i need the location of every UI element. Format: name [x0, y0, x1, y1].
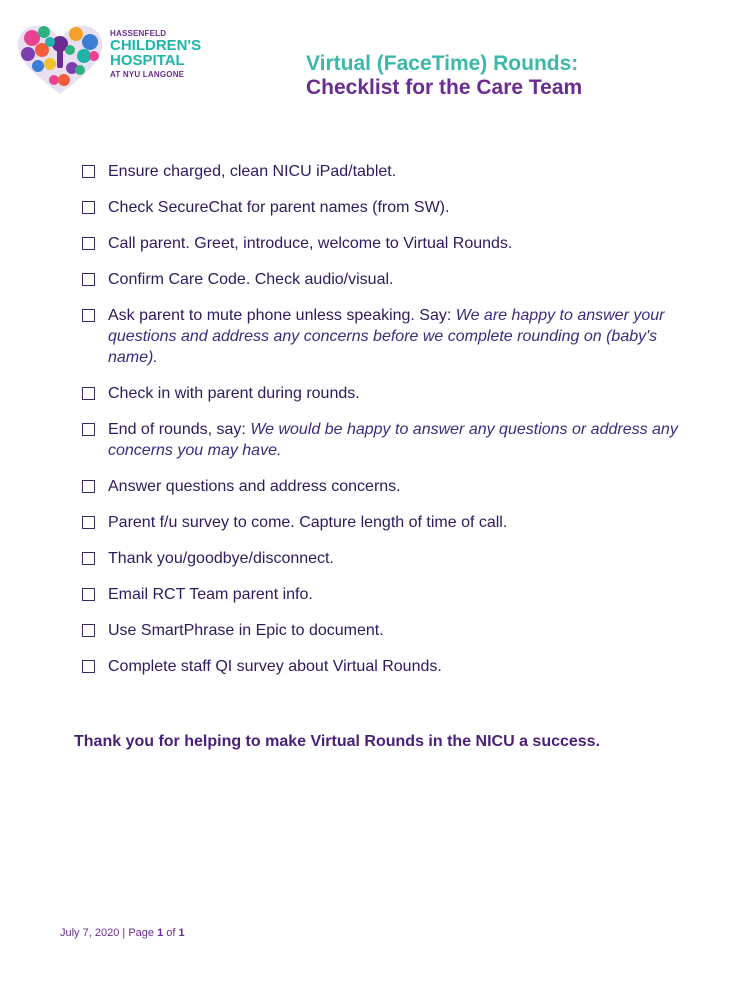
- checklist-item: [82, 383, 692, 404]
- footer-page-current: 1: [157, 927, 164, 939]
- hospital-logo: [14, 22, 214, 98]
- checkbox[interactable]: [82, 588, 95, 601]
- footer-page-label: Page: [128, 927, 155, 939]
- checkbox[interactable]: [82, 480, 95, 493]
- checklist-item: [82, 419, 692, 461]
- checkbox[interactable]: [82, 273, 95, 286]
- checkbox[interactable]: [82, 624, 95, 637]
- footer-date: July 7, 2020: [60, 927, 120, 939]
- checklist-item-text: Ensure charged, clean NICU iPad/tablet.: [108, 163, 397, 180]
- checklist-item-text: Ask parent to mute phone unless speaking. Say: We are happy to answer your questions and address any concerns before we complete rounding on (baby's name).: [108, 307, 665, 366]
- heart-collage-icon: [14, 22, 106, 98]
- checklist-item: [82, 161, 692, 182]
- checklist-item: [82, 476, 692, 497]
- checklist-item: [82, 512, 692, 533]
- logo-line-childrens: CHILDREN'S: [110, 37, 202, 54]
- checkbox[interactable]: [82, 201, 95, 214]
- checklist-item: [82, 269, 692, 290]
- checklist-item: [82, 548, 692, 569]
- logo-line-nyu: AT NYU LANGONE: [110, 70, 185, 79]
- checklist-item: [82, 656, 692, 677]
- checklist-item-text: Thank you/goodbye/disconnect.: [108, 550, 334, 567]
- checkbox[interactable]: [82, 165, 95, 178]
- checkbox[interactable]: [82, 516, 95, 529]
- checklist: [82, 161, 692, 692]
- checklist-item: [82, 197, 692, 218]
- checklist-item: [82, 620, 692, 641]
- title-line-1: Virtual (FaceTime) Rounds:: [306, 52, 579, 75]
- checklist-item-text: Confirm Care Code. Check audio/visual.: [108, 271, 394, 288]
- logo-line-hassenfeld: HASSENFELD: [110, 29, 167, 38]
- footer-separator: |: [122, 927, 126, 939]
- checkbox[interactable]: [82, 309, 95, 322]
- page-footer: [60, 927, 185, 939]
- checklist-item-text: Call parent. Greet, introduce, welcome to Virtual Rounds.: [108, 235, 513, 252]
- checkbox[interactable]: [82, 237, 95, 250]
- checklist-item-text: End of rounds, say: We would be happy to answer any questions or address any concerns you may have.: [108, 421, 678, 459]
- checklist-item-text: Check SecureChat for parent names (from SW).: [108, 199, 450, 216]
- footer-of-label: of: [166, 927, 176, 939]
- closing-message: Thank you for helping to make Virtual Rounds in the NICU a success.: [74, 733, 601, 750]
- checklist-item: [82, 584, 692, 605]
- checklist-item-text: Check in with parent during rounds.: [108, 385, 360, 402]
- document-title: [306, 52, 582, 100]
- checklist-item-text: Complete staff QI survey about Virtual Rounds.: [108, 658, 442, 675]
- checklist-item: [82, 233, 692, 254]
- checklist-item-text: Email RCT Team parent info.: [108, 586, 313, 603]
- footer-page-total: 1: [178, 927, 185, 939]
- checkbox[interactable]: [82, 552, 95, 565]
- logo-line-hospital: HOSPITAL: [110, 52, 185, 69]
- checklist-item: [82, 305, 692, 368]
- checkbox[interactable]: [82, 423, 95, 436]
- title-line-2: Checklist for the Care Team: [306, 76, 583, 99]
- checklist-item-text: Parent f/u survey to come. Capture length of time of call.: [108, 514, 508, 531]
- checkbox[interactable]: [82, 660, 95, 673]
- checkbox[interactable]: [82, 387, 95, 400]
- checklist-item-text: Use SmartPhrase in Epic to document.: [108, 622, 384, 639]
- checklist-item-text: Answer questions and address concerns.: [108, 478, 401, 495]
